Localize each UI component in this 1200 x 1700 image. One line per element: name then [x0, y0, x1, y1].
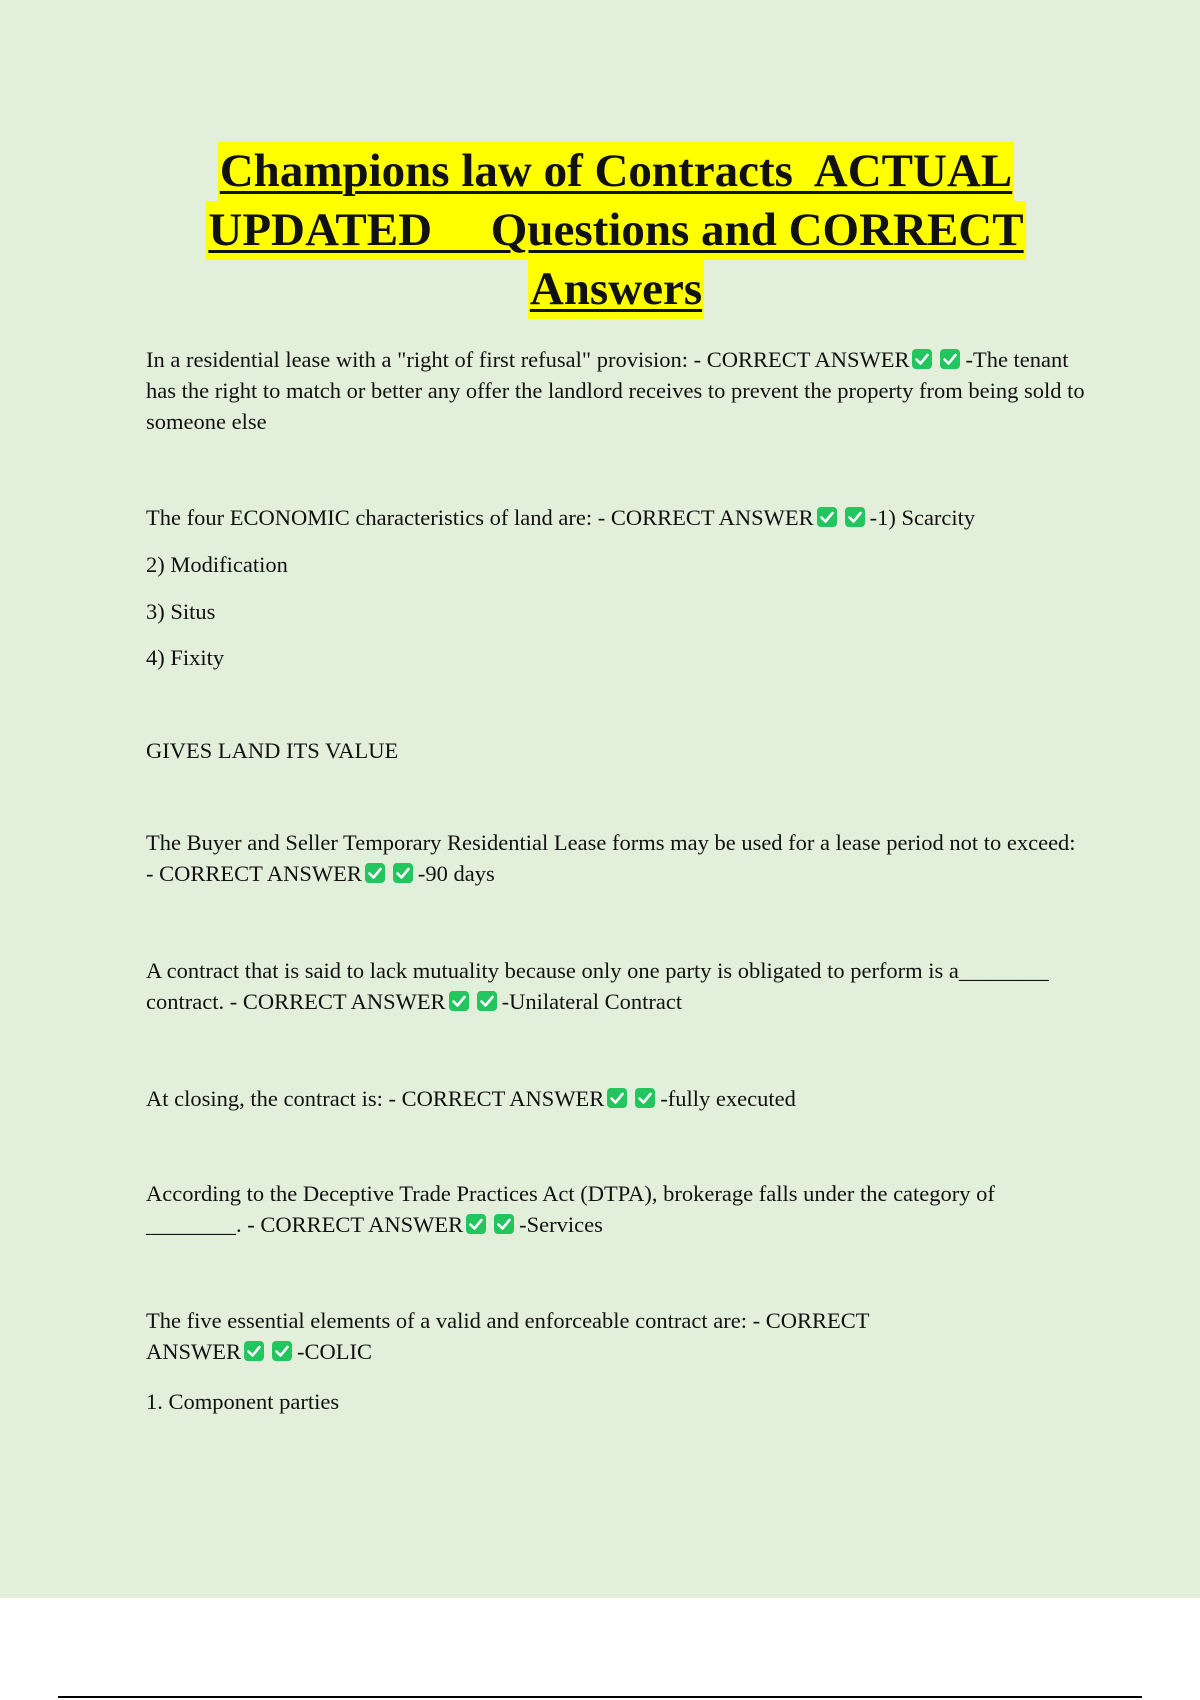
answer-text: -90 days: [417, 861, 495, 886]
check-icon: [271, 1340, 293, 1362]
check-icon: [493, 1213, 515, 1235]
list-item: 3) Situs: [146, 599, 216, 624]
qa-item-4: [146, 955, 1086, 1017]
list-item: 4) Fixity: [146, 645, 225, 670]
question-text: The Buyer and Seller Temporary Residential Lease forms may be used for a lease period not to exceed: - CORRECT ANSWER: [146, 830, 1076, 886]
footer-divider: [58, 1696, 1142, 1698]
qa-item-5: [146, 1083, 1086, 1114]
question-text: A contract that is said to lack mutuality because only one party is obligated to perform is a________ contract. - CORRECT ANSWER: [146, 958, 1049, 1014]
check-icon: [939, 348, 961, 370]
check-icon: [476, 990, 498, 1012]
title-line-2: UPDATED Questions and CORRECT: [206, 201, 1025, 260]
check-icon: [364, 862, 386, 884]
answer-text: -Unilateral Contract: [501, 989, 683, 1014]
check-icon: [392, 862, 414, 884]
answer-text: -1) Scarcity: [869, 505, 976, 530]
title-line-3: Answers: [528, 260, 704, 319]
answer-text: -fully executed: [660, 1086, 796, 1111]
list-item: 2) Modification: [146, 552, 288, 577]
check-icon: [606, 1087, 628, 1109]
answer-text: -COLIC: [297, 1339, 372, 1364]
question-text: According to the Deceptive Trade Practices Act (DTPA), brokerage falls under the category of ________. - CORRECT ANSWER: [146, 1181, 995, 1237]
qa-item-6: [146, 1178, 1086, 1240]
title-line-1: Champions law of Contracts ACTUAL: [218, 142, 1015, 201]
check-icon: [911, 348, 933, 370]
qa-item-2: [146, 502, 1086, 533]
answer-text: -Services: [519, 1212, 603, 1237]
summary-line: GIVES LAND ITS VALUE: [146, 738, 399, 763]
question-text: At closing, the contract is: - CORRECT ANSWER: [146, 1086, 605, 1111]
check-icon: [465, 1213, 487, 1235]
answer-text: -The tenant has the right to match or better any offer the landlord receives to prevent the property from being sold to someone else: [146, 347, 1085, 434]
check-icon: [448, 990, 470, 1012]
question-text: The five essential elements of a valid and enforceable contract are: - CORRECT ANSWER: [146, 1308, 870, 1364]
list-item: 1. Component parties: [146, 1389, 340, 1414]
document-title: [60, 142, 1172, 319]
qa-item-7: [146, 1305, 946, 1367]
question-text: The four ECONOMIC characteristics of land are: - CORRECT ANSWER: [146, 505, 814, 530]
check-icon: [634, 1087, 656, 1109]
qa-item-3: [146, 827, 1086, 889]
check-icon: [816, 506, 838, 528]
question-text: In a residential lease with a "right of first refusal" provision: - CORRECT ANSWER: [146, 347, 910, 372]
qa-item-1: [146, 344, 1086, 437]
check-icon: [844, 506, 866, 528]
check-icon: [243, 1340, 265, 1362]
